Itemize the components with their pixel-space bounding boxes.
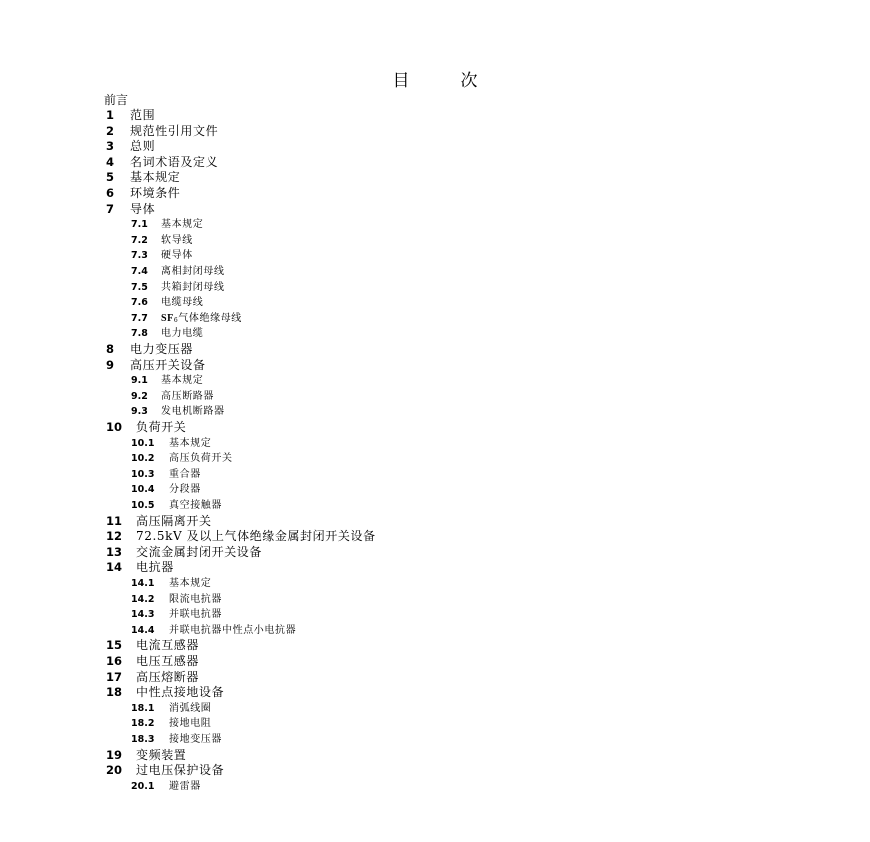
toc-entry-number: 18.1	[131, 702, 155, 714]
toc-entry-number: 2	[106, 123, 115, 138]
toc-entry-number: 6	[106, 186, 115, 200]
toc-entry-title: 并联电抗器中性点小电抗器	[169, 624, 297, 636]
toc-entry-number: 8	[106, 342, 115, 356]
toc-entry-number: 14.1	[131, 578, 155, 589]
toc-entry-title: 基本规定	[161, 219, 204, 231]
toc-entry-title: 电缆母线	[161, 297, 204, 309]
toc-entry-title: 总则	[130, 139, 156, 154]
toc-entry-number: 9.1	[131, 375, 148, 387]
toc-entry-title: 范围	[130, 108, 156, 122]
toc-entry-title: 接地变压器	[169, 734, 222, 745]
toc-entry-number: 20	[106, 763, 123, 778]
toc-entry-title: 高压断路器	[161, 390, 214, 402]
page-title: 目 次	[392, 71, 478, 91]
toc-entry-title: 基本规定	[169, 437, 212, 449]
toc-entry-title: 重合器	[169, 468, 201, 480]
toc-entry-number: 14	[106, 560, 123, 575]
toc-entry-number: 14.4	[131, 624, 155, 636]
toc-entry-number: 19	[106, 747, 123, 762]
toc-entry-title: 共箱封闭母线	[161, 281, 225, 293]
toc-entry-number: 3	[106, 139, 115, 154]
toc-preface: 前言	[104, 93, 129, 107]
toc-entry-number: 15	[106, 638, 123, 653]
toc-entry-title: 负荷开关	[136, 420, 187, 434]
toc-entry-number: 12	[106, 529, 123, 544]
toc-entry-number: 10.4	[131, 484, 155, 496]
toc-entry-number: 18.3	[131, 734, 155, 745]
toc-entry-number: 7.2	[131, 234, 148, 246]
toc-entry-number: 4	[106, 154, 115, 169]
toc-entry-number: 14.3	[131, 609, 155, 621]
toc-entry-number: 7.1	[131, 219, 148, 231]
toc-entry-number: 18	[106, 685, 123, 700]
toc-entry-number: 17	[106, 669, 123, 684]
toc-entry-number: 7.3	[131, 250, 148, 262]
toc-entry-number: 1	[106, 108, 115, 122]
toc-entry-title: 环境条件	[130, 186, 181, 200]
toc-entry-title: 电压互感器	[136, 654, 200, 668]
toc-entry-title: 基本规定	[130, 170, 181, 185]
toc-entry-number: 7.8	[131, 328, 148, 340]
toc-entry-title: 真空接触器	[169, 500, 222, 511]
toc-entry-number: 7.5	[131, 281, 148, 293]
toc-entry-title: 硬导体	[161, 250, 193, 262]
toc-entry-title: 离相封闭母线	[161, 266, 225, 277]
toc-entry-number: 13	[106, 544, 123, 559]
toc-entry-title: 发电机断路器	[161, 406, 225, 418]
toc-entry-number: 10.3	[131, 468, 155, 480]
toc-entry-number: 14.2	[131, 593, 155, 605]
toc-entry-title: 导体	[130, 201, 156, 216]
toc-entry-title: 72.5kV 及以上气体绝缘金属封闭开关设备	[136, 529, 376, 544]
toc-entry-title: 电力电缆	[161, 328, 204, 340]
toc-entry-title: 过电压保护设备	[136, 763, 225, 778]
toc-entry-number: 10	[106, 420, 123, 434]
toc-entry-title: 名词术语及定义	[130, 154, 219, 169]
toc-entry-title: 高压隔离开关	[136, 513, 212, 528]
toc-entry-title: 限流电抗器	[169, 593, 222, 605]
toc-entry-title: 分段器	[169, 484, 201, 496]
toc-entry-number: 10.5	[131, 500, 155, 511]
toc-entry-title: 电力变压器	[130, 342, 194, 356]
toc-entry-title: 交流金属封闭开关设备	[136, 544, 263, 559]
toc-entry-title: 基本规定	[169, 578, 212, 589]
toc-entry-title: 并联电抗器	[169, 609, 222, 621]
toc-entry-title: 消弧线圈	[169, 702, 212, 714]
toc-entry-number: 11	[106, 513, 123, 528]
toc-entry-number: 9.2	[131, 390, 148, 402]
toc-entry-number: 20.1	[131, 780, 155, 792]
toc-entry-title: 变频装置	[136, 747, 187, 762]
toc-entry-title: 中性点接地设备	[136, 685, 225, 700]
toc-entry-title: 规范性引用文件	[130, 123, 219, 138]
toc-entry-title: 基本规定	[161, 375, 204, 387]
toc-entry-title: 电抗器	[136, 560, 174, 575]
toc-entry-number: 9	[106, 357, 115, 372]
toc-entry-title: 避雷器	[169, 780, 201, 792]
toc-entry-number: 7.4	[131, 266, 148, 277]
toc-entry-number: 7.6	[131, 297, 148, 309]
toc-entry-title: 高压负荷开关	[169, 453, 233, 465]
toc-entry-title: 高压开关设备	[130, 357, 206, 372]
toc-entry-number: 7.7	[131, 312, 148, 324]
toc-entry-title: 软导线	[161, 234, 193, 246]
toc-entry-title: 高压熔断器	[136, 669, 200, 684]
toc-entry-number: 9.3	[131, 406, 148, 418]
toc-entry-number: 18.2	[131, 718, 155, 730]
toc-entry-title: 电流互感器	[136, 638, 200, 653]
toc-entry-title: 接地电阻	[169, 718, 212, 730]
toc-entry-number: 10.2	[131, 453, 155, 465]
toc-entry-number: 5	[106, 170, 115, 185]
toc-entry-title: $SF_6$气体绝缘母线	[161, 312, 242, 324]
toc-entry-number: 10.1	[131, 437, 155, 449]
toc-entry-number: 7	[106, 201, 115, 216]
toc-entry-number: 16	[106, 654, 123, 668]
